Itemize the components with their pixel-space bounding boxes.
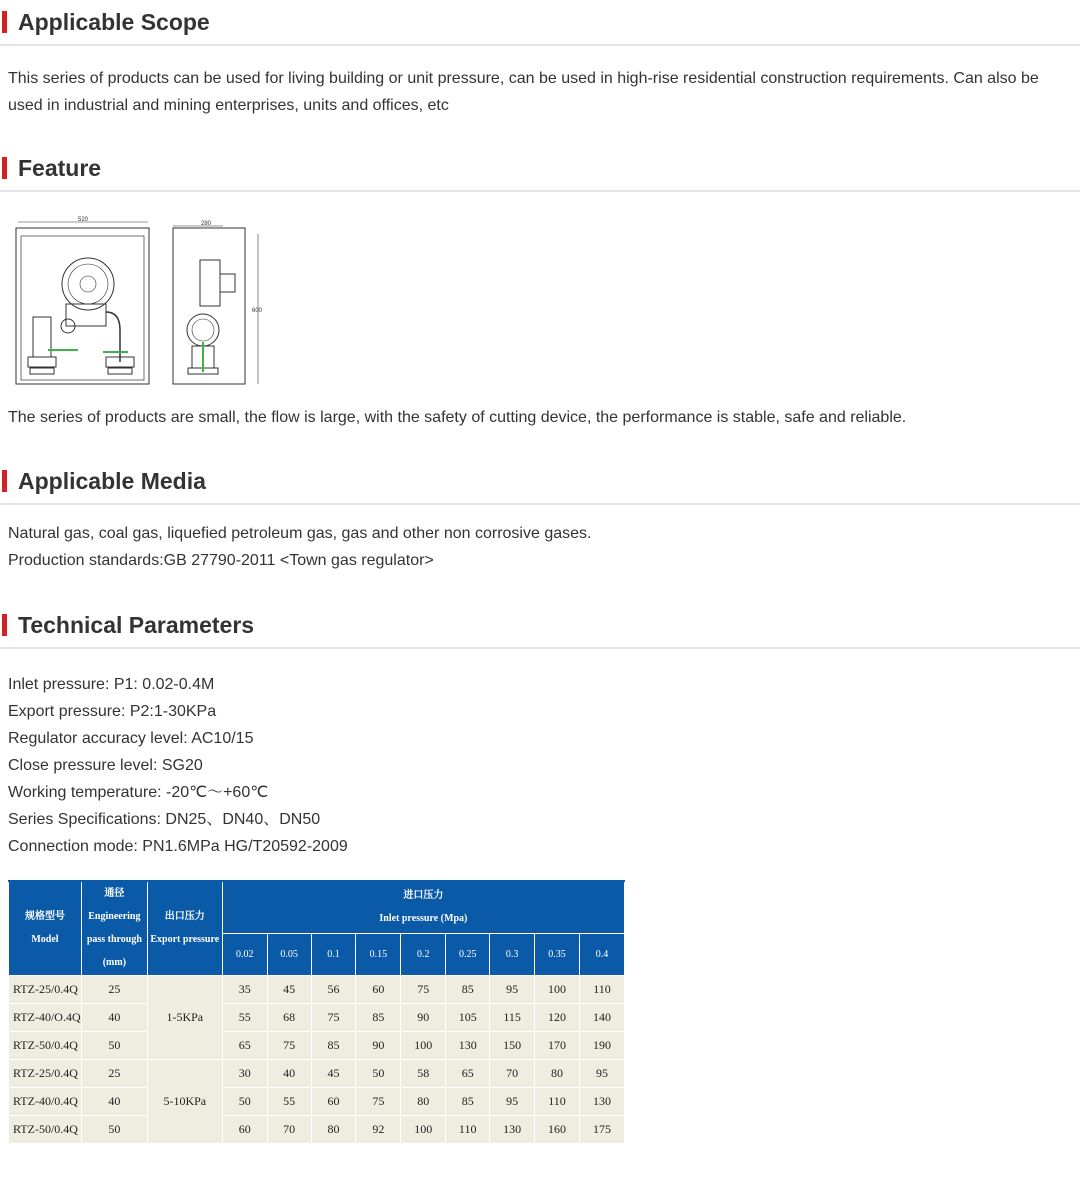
media-line: Production standards:GB 27790-2011 <Town gas regulator> <box>8 552 434 569</box>
model-cell: RTZ-25/0.4Q <box>9 975 82 1003</box>
flow-value-cell: 45 <box>311 1059 356 1087</box>
scope-paragraph <box>8 65 1068 119</box>
flow-value-cell: 80 <box>401 1087 446 1115</box>
diameter-cell: 25 <box>81 1059 147 1087</box>
flow-value-cell: 140 <box>579 1003 624 1031</box>
model-cell: RTZ-25/0.4Q <box>9 1059 82 1087</box>
export-pressure-cell: 5-10KPa <box>147 1059 222 1143</box>
model-cell: RTZ-40/O.4Q <box>9 1003 82 1031</box>
flow-value-cell: 105 <box>446 1003 490 1031</box>
flow-value-cell: 190 <box>579 1031 624 1059</box>
model-header-cn: 规格型号 <box>24 911 65 923</box>
pressure-column-header: 0.1 <box>311 933 356 975</box>
pressure-column-header: 0.05 <box>267 933 311 975</box>
parameter-line: Export pressure: P2:1-30KPa <box>8 703 217 720</box>
section-title: Applicable Scope <box>18 9 210 35</box>
inlet-header-en: Inlet pressure (Mpa) <box>379 913 468 925</box>
flow-value-cell: 56 <box>311 975 356 1003</box>
accent-bar <box>2 157 7 179</box>
table-row <box>9 1059 625 1087</box>
specification-table <box>8 880 625 1144</box>
diameter-header-en2: pass through <box>86 934 142 946</box>
table-row <box>9 975 625 1003</box>
media-paragraph <box>8 520 1068 574</box>
flow-value-cell: 85 <box>311 1031 356 1059</box>
accent-bar <box>2 470 7 492</box>
parameter-line: Working temperature: -20℃～+60℃ <box>8 784 269 801</box>
pressure-column-header: 0.15 <box>356 933 401 975</box>
technical-parameters-list <box>8 671 1068 860</box>
flow-value-cell: 65 <box>222 1031 267 1059</box>
export-header-cn: 出口压力 <box>164 911 205 923</box>
flow-value-cell: 100 <box>401 1031 446 1059</box>
flow-value-cell: 110 <box>535 1087 580 1115</box>
table-row <box>9 1003 625 1031</box>
inlet-pressure-header <box>222 881 624 933</box>
section-header-media <box>0 459 1080 505</box>
media-line: Natural gas, coal gas, liquefied petroleum gas, gas and other non corrosive gases. <box>8 525 592 542</box>
inlet-header-cn: 进口压力 <box>403 890 444 902</box>
accent-bar <box>2 11 7 33</box>
flow-value-cell: 170 <box>535 1031 580 1059</box>
flow-value-cell: 90 <box>401 1003 446 1031</box>
flow-value-cell: 70 <box>490 1059 535 1087</box>
table-body <box>9 975 625 1143</box>
flow-value-cell: 110 <box>579 975 624 1003</box>
flow-value-cell: 95 <box>579 1059 624 1087</box>
flow-value-cell: 100 <box>401 1115 446 1143</box>
flow-value-cell: 75 <box>267 1031 311 1059</box>
export-header-en: Export pressure <box>150 934 220 946</box>
pressure-column-header: 0.35 <box>535 933 580 975</box>
flow-value-cell: 40 <box>267 1059 311 1087</box>
flow-value-cell: 65 <box>446 1059 490 1087</box>
table-row <box>9 1115 625 1143</box>
feature-paragraph: The series of products are small, the flow is large, with the safety of cutting device, the performance is stable, safe and reliable. <box>8 409 907 426</box>
diameter-header <box>81 881 147 975</box>
flow-value-cell: 75 <box>311 1003 356 1031</box>
flow-value-cell: 100 <box>535 975 580 1003</box>
dimension-label-side: 280 <box>201 221 212 227</box>
section-title: Feature <box>18 155 102 181</box>
model-header <box>9 881 82 975</box>
flow-value-cell: 150 <box>490 1031 535 1059</box>
export-pressure-header <box>147 881 222 975</box>
diameter-cell: 25 <box>81 975 147 1003</box>
flow-value-cell: 175 <box>579 1115 624 1143</box>
flow-value-cell: 110 <box>446 1115 490 1143</box>
flow-value-cell: 115 <box>490 1003 535 1031</box>
flow-value-cell: 35 <box>222 975 267 1003</box>
side-view <box>173 221 263 384</box>
flow-value-cell: 55 <box>267 1087 311 1115</box>
parameter-line: Connection mode: PN1.6MPa HG/T20592-2009 <box>8 838 348 855</box>
flow-value-cell: 92 <box>356 1115 401 1143</box>
flow-value-cell: 60 <box>222 1115 267 1143</box>
pressure-column-header: 0.25 <box>446 933 490 975</box>
flow-value-cell: 50 <box>356 1059 401 1087</box>
flow-value-cell: 80 <box>311 1115 356 1143</box>
pressure-column-header: 0.2 <box>401 933 446 975</box>
scope-line: This series of products can be used for living building or unit pressure, can be used in high-rise residential construction requirements. Can also be <box>8 70 1039 87</box>
flow-value-cell: 70 <box>267 1115 311 1143</box>
parameter-line: Series Specifications: DN25、DN40、DN50 <box>8 811 321 828</box>
pressure-column-header: 0.3 <box>490 933 535 975</box>
export-pressure-cell: 1-5KPa <box>147 975 222 1059</box>
parameter-line: Inlet pressure: P1: 0.02-0.4M <box>8 676 215 693</box>
flow-value-cell: 55 <box>222 1003 267 1031</box>
flow-value-cell: 95 <box>490 975 535 1003</box>
diameter-header-cn: 通径 <box>104 888 125 900</box>
flow-value-cell: 85 <box>446 1087 490 1115</box>
dimension-label-front: 520 <box>78 217 89 223</box>
flow-value-cell: 50 <box>222 1087 267 1115</box>
section-title: Technical Parameters <box>18 612 255 638</box>
parameter-line: Regulator accuracy level: AC10/15 <box>8 730 254 747</box>
diameter-cell: 50 <box>81 1031 147 1059</box>
pressure-column-header: 0.02 <box>222 933 267 975</box>
flow-value-cell: 68 <box>267 1003 311 1031</box>
model-cell: RTZ-50/0.4Q <box>9 1115 82 1143</box>
diameter-header-unit: (mm) <box>102 957 127 969</box>
table-row <box>9 1087 625 1115</box>
flow-value-cell: 90 <box>356 1031 401 1059</box>
section-header-technical <box>0 603 1080 649</box>
section-header-feature <box>0 146 1080 192</box>
diameter-cell: 40 <box>81 1003 147 1031</box>
flow-value-cell: 60 <box>311 1087 356 1115</box>
flow-value-cell: 60 <box>356 975 401 1003</box>
scope-line: used in industrial and mining enterprises, units and offices, etc <box>8 97 449 114</box>
dimension-label-height: 600 <box>252 308 263 314</box>
flow-value-cell: 75 <box>401 975 446 1003</box>
flow-value-cell: 80 <box>535 1059 580 1087</box>
front-view <box>16 217 149 384</box>
parameter-line: Close pressure level: SG20 <box>8 757 203 774</box>
diameter-cell: 40 <box>81 1087 147 1115</box>
flow-value-cell: 130 <box>579 1087 624 1115</box>
flow-value-cell: 85 <box>356 1003 401 1031</box>
flow-value-cell: 45 <box>267 975 311 1003</box>
diameter-header-en: Engineering <box>88 911 141 923</box>
flow-value-cell: 130 <box>490 1115 535 1143</box>
flow-value-cell: 130 <box>446 1031 490 1059</box>
model-header-en: Model <box>31 934 59 946</box>
section-header-scope <box>0 0 1080 46</box>
table-row <box>9 1031 625 1059</box>
flow-value-cell: 58 <box>401 1059 446 1087</box>
section-title: Applicable Media <box>18 468 206 494</box>
model-cell: RTZ-50/0.4Q <box>9 1031 82 1059</box>
pressure-column-header: 0.4 <box>579 933 624 975</box>
flow-value-cell: 160 <box>535 1115 580 1143</box>
flow-value-cell: 75 <box>356 1087 401 1115</box>
model-cell: RTZ-40/0.4Q <box>9 1087 82 1115</box>
diameter-cell: 50 <box>81 1115 147 1143</box>
accent-bar <box>2 614 7 636</box>
flow-value-cell: 85 <box>446 975 490 1003</box>
flow-value-cell: 30 <box>222 1059 267 1087</box>
flow-value-cell: 95 <box>490 1087 535 1115</box>
regulator-drawing <box>8 212 268 392</box>
flow-value-cell: 120 <box>535 1003 580 1031</box>
